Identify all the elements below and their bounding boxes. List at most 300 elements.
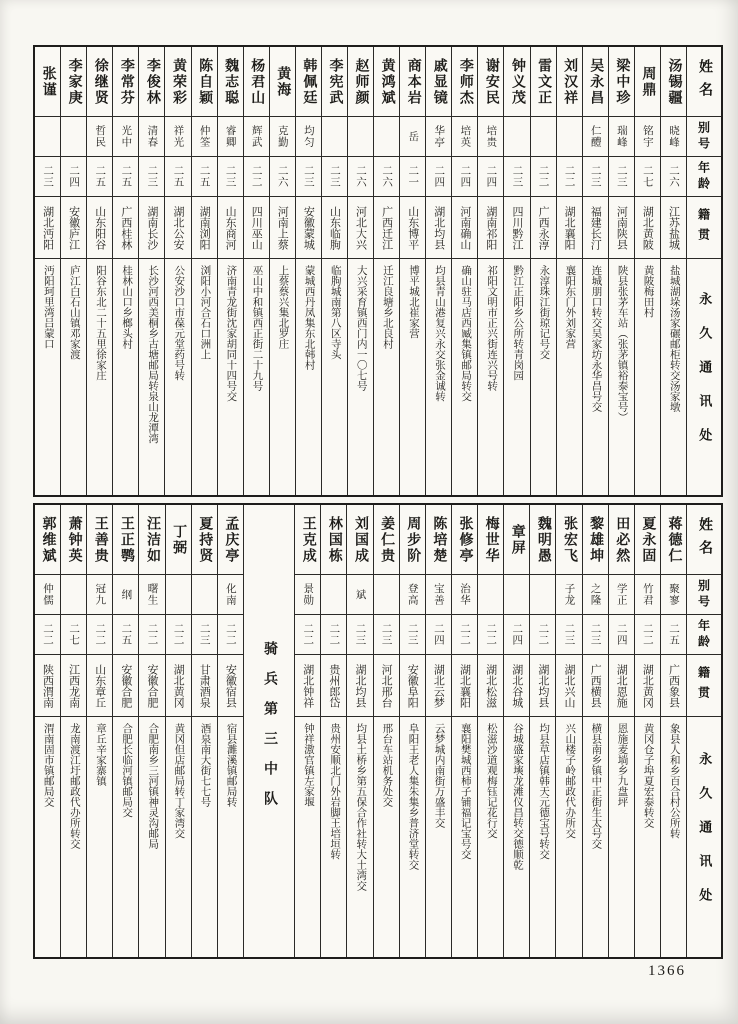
name-cell: 丁弼 xyxy=(166,505,191,575)
entry-column xyxy=(218,505,244,957)
address-cell: 黄冈但店邮局转丁家湾交 xyxy=(173,723,185,839)
name-cell: 黄海 xyxy=(270,47,295,117)
age-cell: 二二 xyxy=(295,615,320,655)
native-place-cell: 甘肃酒泉 xyxy=(192,655,217,717)
entry-column xyxy=(504,505,530,957)
age-cell: 二五 xyxy=(165,157,190,197)
native-place-cell: 湖北谷城 xyxy=(504,655,529,717)
address-cell: 济南青龙街沈家胡同十四号交 xyxy=(225,265,237,402)
address-cell: 襄阳东门外刘家营 xyxy=(564,265,576,349)
entry-column xyxy=(113,47,139,495)
entry-column xyxy=(192,47,218,495)
header-native-place: 籍贯 xyxy=(687,655,721,717)
address-cell: 均县土桥乡第五保合作社转大土湾交 xyxy=(355,723,367,891)
age-cell: 二三 xyxy=(583,615,608,655)
name-cell: 梁中珍 xyxy=(609,47,634,117)
age-cell: 二二 xyxy=(35,615,60,655)
entry-column xyxy=(165,47,191,495)
address-cell: 云梦城内南街万盛丰交 xyxy=(433,723,445,828)
name-cell: 吴永昌 xyxy=(583,47,608,117)
entry-column xyxy=(478,505,504,957)
name-cell: 刘国成 xyxy=(347,505,372,575)
native-place-cell: 山东章丘 xyxy=(87,655,112,717)
entry-column xyxy=(35,505,61,957)
age-cell: 二六 xyxy=(374,157,399,197)
native-place-cell: 湖北公安 xyxy=(165,197,190,259)
name-cell: 夏持贤 xyxy=(192,505,217,575)
native-place-cell: 湖北襄阳 xyxy=(452,655,477,717)
alias-cell: 光中 xyxy=(113,117,138,157)
alias-cell: 斌 xyxy=(347,575,372,615)
age-cell: 二二 xyxy=(635,615,660,655)
header-name: 姓名 xyxy=(687,47,721,117)
alias-cell: 景勋 xyxy=(295,575,320,615)
address-cell: 博平城北崔家营 xyxy=(407,265,419,339)
age-cell: 二三 xyxy=(556,615,581,655)
name-cell: 夏永固 xyxy=(635,505,660,575)
native-place-cell: 山东临朐 xyxy=(322,197,347,259)
address-cell: 黔江正阳乡公所转青岗园 xyxy=(512,265,524,381)
alias-cell: 均匀 xyxy=(296,117,321,157)
alias-cell: 仁醴 xyxy=(583,117,608,157)
name-cell: 黄荣彩 xyxy=(165,47,190,117)
address-cell: 兴山楼子岭邮政代办所交 xyxy=(564,723,576,839)
address-cell: 均县草店镇韩天元德宝号转交 xyxy=(538,723,550,860)
name-cell: 李常芬 xyxy=(113,47,138,117)
entry-column xyxy=(296,47,322,495)
age-cell: 二二 xyxy=(218,615,243,655)
alias-cell: 之隆 xyxy=(583,575,608,615)
age-cell: 二四 xyxy=(452,157,477,197)
native-place-cell: 河南确山 xyxy=(452,197,477,259)
unit-column xyxy=(244,505,295,957)
address-cell: 长沙河西美桐乡古塘邮局转泉山龙潭湾 xyxy=(147,265,159,444)
name-cell: 王正鹗 xyxy=(113,505,138,575)
alias-cell xyxy=(530,575,555,615)
name-cell: 魏明愚 xyxy=(530,505,555,575)
entry-column xyxy=(661,47,687,495)
alias-cell: 克勤 xyxy=(270,117,295,157)
name-cell: 陈自颖 xyxy=(192,47,217,117)
age-cell: 二二 xyxy=(478,615,503,655)
entry-column xyxy=(556,505,582,957)
name-cell: 李家庚 xyxy=(61,47,86,117)
age-cell: 二三 xyxy=(192,615,217,655)
age-cell: 二五 xyxy=(192,157,217,197)
entry-column xyxy=(452,505,478,957)
name-cell: 王克成 xyxy=(295,505,320,575)
entry-column xyxy=(661,505,687,957)
native-place-cell: 湖南祁阳 xyxy=(478,197,503,259)
age-cell: 二五 xyxy=(87,157,112,197)
name-cell: 陈培楚 xyxy=(426,505,451,575)
name-cell: 张宏飞 xyxy=(556,505,581,575)
native-place-cell: 广西横县 xyxy=(583,655,608,717)
entry-column xyxy=(374,47,400,495)
age-cell: 二四 xyxy=(61,157,86,197)
native-place-cell: 贵州郎岱 xyxy=(321,655,346,717)
header-age: 年龄 xyxy=(687,157,721,197)
name-cell: 魏志聪 xyxy=(218,47,243,117)
name-cell: 戚显镜 xyxy=(426,47,451,117)
native-place-cell: 福建长汀 xyxy=(583,197,608,259)
alias-cell xyxy=(557,117,582,157)
name-cell: 周步阶 xyxy=(400,505,425,575)
name-cell: 韩佩廷 xyxy=(296,47,321,117)
native-place-cell: 湖北松滋 xyxy=(478,655,503,717)
alias-cell xyxy=(321,575,346,615)
alias-cell xyxy=(504,575,529,615)
native-place-cell: 湖北钟祥 xyxy=(295,655,320,717)
entry-column xyxy=(192,505,218,957)
native-place-cell: 河南陕县 xyxy=(609,197,634,259)
native-place-cell: 河南上蔡 xyxy=(270,197,295,259)
age-cell: 二三 xyxy=(504,157,529,197)
entry-column xyxy=(139,505,165,957)
alias-cell xyxy=(374,117,399,157)
header-alias: 别号 xyxy=(687,575,721,615)
age-cell: 二四 xyxy=(609,615,634,655)
address-cell: 公安沙口市葆元堂药号转 xyxy=(173,265,185,381)
address-cell: 谷城盛家塽龙滩仪昌转交德顺乾 xyxy=(511,723,523,870)
alias-cell: 宝善 xyxy=(426,575,451,615)
address-cell: 均县青山港复兴永交张金诚转 xyxy=(434,265,446,402)
alias-cell: 化南 xyxy=(218,575,243,615)
address-cell: 确山驻马店西臧集镇邮局转交 xyxy=(460,265,472,402)
name-cell: 蒋德仁 xyxy=(661,505,686,575)
entry-column xyxy=(557,47,583,495)
entry-column xyxy=(270,47,296,495)
native-place-cell: 安徽庐江 xyxy=(61,197,86,259)
native-place-cell: 湖北兴山 xyxy=(556,655,581,717)
header-address: 永久通讯处 xyxy=(697,292,713,462)
alias-cell xyxy=(192,575,217,615)
native-place-cell: 湖北沔阳 xyxy=(35,197,60,259)
age-cell: 二三 xyxy=(347,615,372,655)
entry-column xyxy=(583,47,609,495)
native-place-cell: 安徽合肥 xyxy=(113,655,138,717)
alias-cell: 辉武 xyxy=(244,117,269,157)
age-cell: 二一 xyxy=(400,157,425,197)
entry-column xyxy=(348,47,374,495)
age-cell: 二三 xyxy=(609,157,634,197)
alias-cell: 清春 xyxy=(139,117,164,157)
alias-cell xyxy=(35,117,60,157)
header-address: 永久通讯处 xyxy=(697,752,713,922)
name-cell: 王善贵 xyxy=(87,505,112,575)
age-cell: 二五 xyxy=(113,157,138,197)
age-cell: 二三 xyxy=(139,157,164,197)
name-cell: 萧钟英 xyxy=(61,505,86,575)
entry-column xyxy=(61,505,87,957)
name-cell: 谢安民 xyxy=(478,47,503,117)
name-cell: 雷文正 xyxy=(531,47,556,117)
address-cell: 合肥长临河镇邮局交 xyxy=(121,723,133,818)
age-cell: 二四 xyxy=(504,615,529,655)
address-cell: 渭南固市镇邮局交 xyxy=(42,723,54,807)
native-place-cell: 安徽蒙城 xyxy=(296,197,321,259)
name-cell: 赵师颜 xyxy=(348,47,373,117)
address-cell: 祁阳文明市正兴街连兴号转 xyxy=(486,265,498,391)
name-cell: 李俊林 xyxy=(139,47,164,117)
name-cell: 刘汉祥 xyxy=(557,47,582,117)
address-cell: 临朐城南第八区寺头 xyxy=(329,265,341,360)
native-place-cell: 湖北襄阳 xyxy=(557,197,582,259)
address-cell: 桂林山口乡榔头村 xyxy=(121,265,133,349)
roster-table-top xyxy=(33,45,723,497)
alias-cell: 培贵 xyxy=(478,117,503,157)
age-cell: 二三 xyxy=(374,615,399,655)
alias-cell: 哲民 xyxy=(87,117,112,157)
entry-column xyxy=(87,505,113,957)
age-cell: 二三 xyxy=(583,157,608,197)
native-place-cell: 山东商河 xyxy=(218,197,243,259)
address-cell: 襄阳樊城西柿子铺福记宝号交 xyxy=(459,723,471,860)
alias-cell: 祥光 xyxy=(165,117,190,157)
alias-cell: 培英 xyxy=(452,117,477,157)
entry-column xyxy=(635,505,661,957)
native-place-cell: 四川巫山 xyxy=(244,197,269,259)
address-cell: 贵州安顺北门外岩脚王培垣转 xyxy=(329,723,341,860)
age-cell: 二六 xyxy=(348,157,373,197)
alias-cell xyxy=(61,575,86,615)
native-place-cell: 河北邢台 xyxy=(374,655,399,717)
name-cell: 徐继贤 xyxy=(87,47,112,117)
alias-cell: 华亭 xyxy=(426,117,451,157)
address-cell: 邢台车站机务处交 xyxy=(381,723,393,807)
alias-cell xyxy=(166,575,191,615)
entry-column xyxy=(87,47,113,495)
native-place-cell: 江西龙南 xyxy=(61,655,86,717)
alias-cell: 晓峰 xyxy=(661,117,686,157)
name-cell: 李宪武 xyxy=(322,47,347,117)
name-cell: 田必然 xyxy=(609,505,634,575)
alias-cell: 冠九 xyxy=(87,575,112,615)
name-cell: 周鼎 xyxy=(635,47,660,117)
entry-column xyxy=(35,47,61,495)
native-place-cell: 湖北恩施 xyxy=(609,655,634,717)
age-cell: 二三 xyxy=(296,157,321,197)
entry-column xyxy=(166,505,192,957)
alias-cell xyxy=(61,117,86,157)
name-cell: 杨君山 xyxy=(244,47,269,117)
age-cell: 二五 xyxy=(113,615,138,655)
entry-column xyxy=(583,505,609,957)
entry-column xyxy=(530,505,556,957)
alias-cell xyxy=(322,117,347,157)
alias-cell: 子龙 xyxy=(556,575,581,615)
native-place-cell: 四川黔江 xyxy=(504,197,529,259)
address-cell: 陕县张茅车站（张茅镇裕泰宝号） xyxy=(616,265,628,423)
alias-cell: 仲筌 xyxy=(192,117,217,157)
header-native-place: 籍贯 xyxy=(687,197,721,259)
entry-column xyxy=(478,47,504,495)
native-place-cell: 河北大兴 xyxy=(348,197,373,259)
age-cell: 二六 xyxy=(661,157,686,197)
alias-cell: 仲儒 xyxy=(35,575,60,615)
alias-cell: 纲 xyxy=(113,575,138,615)
address-cell: 象县人和乡百合村公所转 xyxy=(668,723,680,839)
address-cell: 阳谷东北二十五里徐家庄 xyxy=(95,265,106,381)
address-cell: 恩施麦埫乡九盘坪 xyxy=(616,723,628,807)
entry-column xyxy=(609,505,635,957)
address-cell: 黄陂梅田村 xyxy=(642,265,654,318)
age-cell: 二六 xyxy=(270,157,295,197)
native-place-cell: 湖南浏阳 xyxy=(192,197,217,259)
name-cell: 黄鸿斌 xyxy=(374,47,399,117)
name-cell: 张谨 xyxy=(35,47,60,117)
entry-column xyxy=(400,505,426,957)
unit-heading-cell: 骑兵第三中队 xyxy=(262,641,278,821)
native-place-cell: 山东阳谷 xyxy=(87,197,112,259)
entry-column xyxy=(426,47,452,495)
age-cell: 二二 xyxy=(166,615,191,655)
address-cell: 沔阳珂里湾吕蒙口 xyxy=(42,265,54,349)
age-cell: 二二 xyxy=(244,157,269,197)
entry-column xyxy=(635,47,661,495)
name-cell: 李师杰 xyxy=(452,47,477,117)
age-cell: 二二 xyxy=(557,157,582,197)
entry-column xyxy=(218,47,244,495)
native-place-cell: 安徽阜阳 xyxy=(400,655,425,717)
age-cell: 二五 xyxy=(661,615,686,655)
age-cell: 二四 xyxy=(426,615,451,655)
native-place-cell: 陕西渭南 xyxy=(35,655,60,717)
name-cell: 汤锡疆 xyxy=(661,47,686,117)
native-place-cell: 湖北黄陂 xyxy=(635,197,660,259)
name-cell: 姜仁贵 xyxy=(374,505,399,575)
native-place-cell: 广西象县 xyxy=(661,655,686,717)
address-cell: 章丘辛家寨镇 xyxy=(94,723,106,786)
alias-cell: 竹君 xyxy=(635,575,660,615)
entry-column xyxy=(347,505,373,957)
entry-column xyxy=(374,505,400,957)
address-cell: 连城朋口转交吴家坊永华昌号交 xyxy=(590,265,602,412)
header-column xyxy=(687,505,721,957)
name-cell: 梅世华 xyxy=(478,505,503,575)
alias-cell xyxy=(531,117,556,157)
age-cell: 二三 xyxy=(400,615,425,655)
age-cell: 二三 xyxy=(218,157,243,197)
alias-cell: 治华 xyxy=(452,575,477,615)
alias-cell xyxy=(504,117,529,157)
alias-cell xyxy=(348,117,373,157)
age-cell: 二二 xyxy=(531,157,556,197)
entry-column xyxy=(113,505,139,957)
native-place-cell: 湖北均县 xyxy=(347,655,372,717)
address-cell: 庐江白石山镇邓家渡 xyxy=(68,265,80,360)
native-place-cell: 湖北云梦 xyxy=(426,655,451,717)
entry-column xyxy=(609,47,635,495)
age-cell: 二四 xyxy=(426,157,451,197)
native-place-cell: 湖北均县 xyxy=(530,655,555,717)
name-cell: 黎雄坤 xyxy=(583,505,608,575)
native-place-cell: 江苏盐城 xyxy=(661,197,686,259)
name-cell: 孟庆亭 xyxy=(218,505,243,575)
address-cell: 钟祥滶官镇左家堰 xyxy=(302,723,314,807)
alias-cell: 聚寥 xyxy=(661,575,686,615)
header-age: 年龄 xyxy=(687,615,721,655)
name-cell: 张修亭 xyxy=(452,505,477,575)
address-cell: 宿县濉溪镇邮局转 xyxy=(225,723,237,807)
native-place-cell: 安徽宿县 xyxy=(218,655,243,717)
alias-cell: 瑞峰 xyxy=(609,117,634,157)
age-cell: 二二 xyxy=(139,615,164,655)
alias-cell xyxy=(374,575,399,615)
address-cell: 永淳珠江街琼记号交 xyxy=(538,265,550,360)
entry-column xyxy=(244,47,270,495)
name-cell: 林国栋 xyxy=(321,505,346,575)
native-place-cell: 安徽合肥 xyxy=(139,655,164,717)
address-cell: 合肥南乡三河镇神灵沟邮局 xyxy=(147,723,159,849)
age-cell: 二二 xyxy=(452,615,477,655)
entry-column xyxy=(426,505,452,957)
age-cell: 二七 xyxy=(635,157,660,197)
name-cell: 章屏 xyxy=(504,505,529,575)
address-cell: 盐城湖垛汤家碾邮柜转交汤家墩 xyxy=(668,265,680,412)
native-place-cell: 广西桂林 xyxy=(113,197,138,259)
address-cell: 浏阳小河合石口洲上 xyxy=(199,265,211,360)
alias-cell: 曙生 xyxy=(139,575,164,615)
native-place-cell: 湖北均县 xyxy=(426,197,451,259)
entry-column xyxy=(321,505,347,957)
age-cell: 二三 xyxy=(35,157,60,197)
address-cell: 大兴采育镇西门内一〇七号 xyxy=(355,265,367,391)
age-cell: 二二 xyxy=(87,615,112,655)
address-cell: 黄冈仓子埠夏宏泰转交 xyxy=(642,723,654,828)
header-alias: 别号 xyxy=(687,117,721,157)
address-cell: 巫山中和镇西正街二十九号 xyxy=(251,265,263,391)
address-cell: 上蔡蔡兴集北罗庄 xyxy=(277,265,289,349)
name-cell: 郭维斌 xyxy=(35,505,60,575)
alias-cell: 铭宇 xyxy=(635,117,660,157)
address-cell: 酒泉南大街七七号 xyxy=(199,723,211,807)
native-place-cell: 湖南长沙 xyxy=(139,197,164,259)
alias-cell xyxy=(478,575,503,615)
native-place-cell: 广西永淳 xyxy=(531,197,556,259)
entry-column xyxy=(531,47,557,495)
address-cell: 迁江良塘乡北良村 xyxy=(381,265,393,349)
address-cell: 蒙城西丹凤集东北韩村 xyxy=(303,265,315,370)
native-place-cell: 山东博平 xyxy=(400,197,425,259)
header-column xyxy=(687,47,721,495)
age-cell: 二二 xyxy=(530,615,555,655)
address-cell: 松滋沙道观梅钰记花行交 xyxy=(485,723,497,839)
alias-cell: 学正 xyxy=(609,575,634,615)
address-cell: 横县南乡镇中正街生太号交 xyxy=(590,723,602,849)
name-cell: 商本岩 xyxy=(400,47,425,117)
header-name: 姓名 xyxy=(687,505,721,575)
native-place-cell: 广西迁江 xyxy=(374,197,399,259)
alias-cell: 岳 xyxy=(400,117,425,157)
page-number: 1366 xyxy=(648,963,686,979)
name-cell: 汪洁如 xyxy=(139,505,164,575)
name-cell: 钟义茂 xyxy=(504,47,529,117)
age-cell: 二七 xyxy=(61,615,86,655)
roster-table-bottom xyxy=(33,503,723,959)
alias-cell: 睿卿 xyxy=(218,117,243,157)
entry-column xyxy=(504,47,530,495)
alias-cell: 登高 xyxy=(400,575,425,615)
address-cell: 阜阳王老人集朱集乡普济堂转交 xyxy=(407,723,419,870)
entry-column xyxy=(295,505,321,957)
address-cell: 龙南渡江圩邮政代办所转交 xyxy=(68,723,80,849)
native-place-cell: 湖北黄冈 xyxy=(166,655,191,717)
native-place-cell: 湖北黄冈 xyxy=(635,655,660,717)
entry-column xyxy=(322,47,348,495)
age-cell: 二三 xyxy=(322,157,347,197)
entry-column xyxy=(452,47,478,495)
